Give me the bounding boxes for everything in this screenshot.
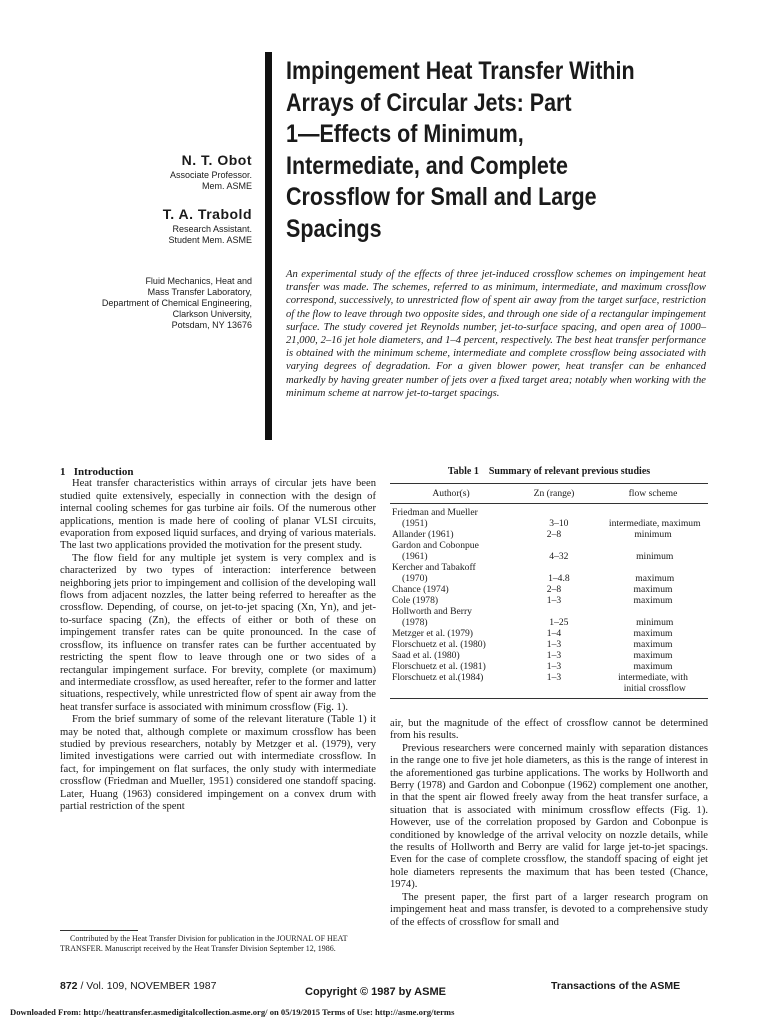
cell-scheme: minimum [634,529,672,540]
cell-scheme [598,606,708,617]
cell-range: 2–8 [546,584,562,595]
abstract: An experimental study of the effects of three jet-induced crossflow schemes on impingement heat transfer was made. The schemes, referred to as minimum, intermediate, and maximum crossflow correspond, successively, to unrestricted flow of spent air away from the target surface, restriction of the flow to leave through two opposite sides, and through one side of a rectangular impingement surface. The study covered jet Reynolds number, jet-to-surface spacing, and open area of 1000–21,000, 2–16 jet hole diameters, and 1–4 percent, respectively. The best heat transfer performance is obtained with the minimum scheme, intermediate and complete crossflow being associated with varying degrees of degradation. For a given blower power, heat transfer can be enhanced markedly by having greater number of jets over a fixed target area; notably when working with the minimum scheme at narrow jet-to-target spacings. [286,269,706,399]
body-paragraph: Heat transfer characteristics within arrays of circular jets have been studied quite extensively, especially in connection with the design of internal cooling schemes for gas turbine air foils. Of the numerous other applications, mention is made here of cooling of planar VLSI circuits, evaporation from exposed liquid surfaces, and drying of various materials. The last two applications provided the motivation for the present study. [60,478,376,552]
footer-page-info [60,980,216,992]
table-grid [390,483,708,699]
table-row-continuation [390,518,708,529]
cell-scheme [598,507,708,518]
title-line: Intermediate, and Complete [286,151,568,180]
title-line: Impingement Heat Transfer Within [286,57,635,85]
table-row [390,540,708,551]
cell-author: (1961) [402,551,428,562]
author-name: N. T. Obot [181,152,252,168]
body-paragraph: From the brief summary of some of the relevant literature (Table 1) it may be noted that, although complete or maximum crossflow has been studied by previous researchers, notably by Metzger et al. (1979), very limited investigations were carried out with intermediate crossflow. In fact, for impingement on flat surfaces, the only study with intermediate crossflow (Friedman and Mueller, 1951) considered one standoff spacing. Later, Huang (1963) considered impingement on a convex drum with partial restriction of the spent [60,714,376,812]
author-entry [60,206,252,246]
cell-range [510,507,598,518]
title-line: 1—Effects of Minimum, [286,120,524,148]
title-line: Crossflow for Small and Large [286,183,597,211]
table-row [390,562,708,573]
cell-scheme: minimum [636,551,674,562]
table-1 [390,466,708,699]
cell-author: Florschuetz et al.(1984) [392,672,484,683]
author-name: T. A. Trabold [162,206,252,222]
cell-scheme [598,540,708,551]
cell-scheme: maximum [635,573,675,584]
cell-range: 4–32 [549,551,569,562]
cell-author [390,683,516,694]
affiliation-line: Clarkson University, [172,309,252,319]
cell-scheme: maximum [633,595,673,606]
affiliation-line: Potsdam, NY 13676 [171,320,252,330]
body-paragraph: The present paper, the first part of a larger research program on impingement heat and mass transfer, is devoted to a comprehensive study of the effects of crossflow for small and [390,891,708,928]
table-row [390,529,708,540]
cell-author: Gardon and Cobonpue [392,540,479,551]
table-row [390,595,708,606]
footnote-rule [60,930,138,931]
cell-author: Cole (1978) [392,595,439,606]
cell-author: Kercher and Tabakoff [392,562,476,573]
cell-author: Allander (1961) [392,529,454,540]
cell-scheme: maximum [633,639,673,650]
cell-author: Saad et al. (1980) [392,650,460,661]
author-block [60,152,252,246]
cell-author: (1978) [402,617,428,628]
author-entry [60,152,252,192]
cell-scheme: intermediate, with [618,672,688,683]
affiliation-line: Fluid Mechanics, Heat and [145,276,252,286]
author-membership: Student Mem. ASME [168,235,252,245]
author-role: Research Assistant. [172,224,252,234]
journal-name: Transactions of the ASME [551,980,681,992]
body-paragraph: Previous researchers were concerned mainly with separation distances in the range one to five jet hole diameters, as this is the range of interest in the aforementioned gas turbine applications. The works by Hollworth and Berry (1978) and Gardon and Cobonpue (1962) complement one another, in that the spent air flowed freely away from the heat transfer surface, a situation that is associated with minimum crossflow effects (Fig. 1). However, use of the correlation proposed by Gardon and Cobonpue is conditioned by knowledge of the arrival velocity on nozzle details, while the results of Hollworth and Berry are valid for large jet-to-jet spacings. Even for the case of complete crossflow, the standoff spacing of eight jet hole diameters represents the maximum that has been tested (Chance, 1974). [390,742,708,891]
affiliation-line: Department of Chemical Engineering, [101,298,252,308]
cell-scheme: initial crossflow [623,683,686,694]
copyright: Copyright © 1987 by ASME [305,986,446,998]
table-caption: Table 1 Summary of relevant previous studies [447,466,651,477]
cell-range: 1–3 [546,595,562,606]
cell-range [510,606,598,617]
paper-title [286,56,664,245]
cell-range: 1–3 [546,672,562,683]
column-header-authors: Author(s) [432,488,470,499]
table-row-continuation [390,573,708,584]
cell-range: 2–8 [546,529,562,540]
footnote: Contributed by the Heat Transfer Division for publication in the JOURNAL OF HEAT TRANSFER. Manuscript received by the Heat Transfer Division September 12, 1986. [60,934,348,953]
cell-scheme: maximum [633,628,673,639]
table-row [390,650,708,661]
column-header-scheme: flow scheme [628,488,678,499]
table-row [390,628,708,639]
cell-range: 1–3 [546,661,562,672]
affiliation [60,276,252,331]
cell-range [510,562,598,573]
cell-scheme [598,562,708,573]
title-rule [265,52,272,440]
cell-author: (1951) [402,518,428,529]
body-paragraph: air, but the magnitude of the effect of crossflow cannot be determined from his results. [390,718,708,742]
table-row [390,672,708,683]
affiliation-line: Mass Transfer Laboratory, [147,287,252,297]
table-row-continuation [390,551,708,562]
cell-author: Florschuetz et al. (1981) [392,661,486,672]
cell-range: 3–10 [549,518,569,529]
cell-author: (1970) [402,573,428,584]
page-number: 872 [60,980,78,992]
table-row-continuation [390,617,708,628]
cell-range: 1–3 [546,639,562,650]
table-row-continuation [390,683,708,694]
right-column [390,718,708,929]
body-paragraph: The flow field for any multiple jet system is very complex and is characterized by two types of interaction: interference between neighboring jets prior to impingement and collision of the developing wall flows from adjacent nozzles, the latter being referred to hereafter as the crossflow. Depending, of course, on jet-to-jet spacing (Xn, Yn), and jet-to-surface spacing (Zn), the effects of either or both of these on impingement transfer rates can be quite pronounced. In the case of crossflow, its influence on transfer rates can be further accentuated by restricting the spent flow to leave through one or two sides of a rectangular impingement surface. For brevity, complete (or maximum) and intermediate crossflow, as used hereafter, refer to the former and latter situations, respectively, while unrestricted flow of spent air away from the heat transfer surface is associated with minimum crossflow (Fig. 1). [60,552,376,713]
title-line: Spacings [286,214,382,243]
cell-scheme: maximum [633,584,673,595]
cell-author: Hollworth and Berry [392,606,472,617]
download-notice: Downloaded From: http://heattransfer.asmedigitalcollection.asme.org/ on 05/19/2015 Terms of Use: http://asme.org/terms [10,1007,455,1017]
cell-author: Friedman and Mueller [392,507,478,518]
table-header-row [390,484,708,504]
table-row [390,606,708,617]
section-heading: 1 Introduction [60,466,134,478]
cell-range: 1–4.8 [548,573,570,584]
table-row [390,507,708,518]
table-body [390,504,708,698]
cell-range [510,540,598,551]
cell-author: Chance (1974) [392,584,449,595]
cell-range: 1–25 [549,617,569,628]
table-row [390,639,708,650]
cell-scheme: minimum [636,617,674,628]
author-membership: Mem. ASME [201,181,252,191]
cell-range [516,683,601,694]
author-role: Associate Professor. [169,170,252,180]
left-column [60,466,376,813]
column-header-range: Zn (range) [533,488,575,499]
cell-range: 1–4 [546,628,562,639]
cell-scheme: maximum [633,650,673,661]
table-row [390,584,708,595]
cell-range: 1–3 [546,650,562,661]
table-row [390,661,708,672]
cell-scheme: maximum [633,661,673,672]
title-line: Arrays of Circular Jets: Part [286,88,572,117]
cell-author: Metzger et al. (1979) [392,628,473,639]
volume-info: / Vol. 109, NOVEMBER 1987 [77,980,217,992]
cell-scheme: intermediate, maximum [608,518,701,529]
cell-author: Florschuetz et al. (1980) [392,639,486,650]
